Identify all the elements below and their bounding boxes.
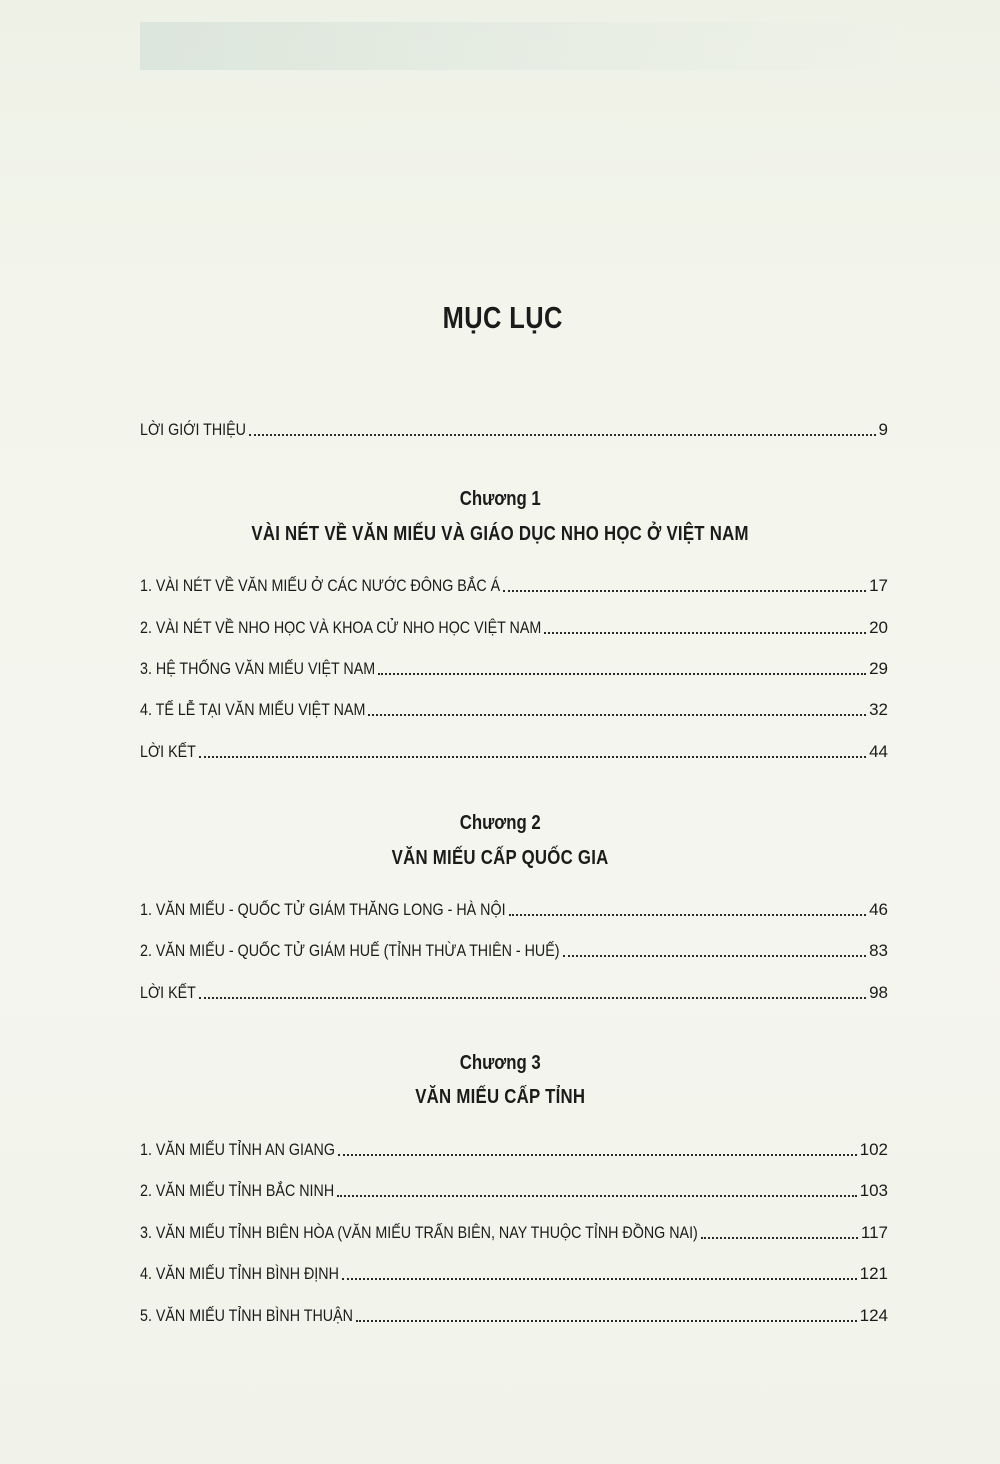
toc-entry-page: 124 <box>859 1306 888 1325</box>
dot-leader <box>342 1277 857 1280</box>
toc-entry-page: 117 <box>860 1223 888 1242</box>
page-header-strip <box>140 22 900 70</box>
toc-entry <box>140 653 888 679</box>
toc-entry-page: 103 <box>859 1181 888 1200</box>
dot-leader <box>503 589 866 592</box>
dot-leader <box>338 1153 857 1156</box>
dot-leader <box>199 755 866 758</box>
toc-entry <box>140 1217 888 1243</box>
toc-entry-label: 2. VĂN MIẾU TỈNH BẮC NINH <box>140 1181 335 1200</box>
dot-leader <box>563 954 867 957</box>
toc-entry-page: 46 <box>869 900 888 919</box>
toc-entry-label: 3. HỆ THỐNG VĂN MIẾU VIỆT NAM <box>140 659 376 678</box>
toc-entry-label: 1. VĂN MIẾU - QUỐC TỬ GIÁM THĂNG LONG - HÀ NỘI <box>140 900 506 919</box>
toc-entry-label: LỜI GIỚI THIỆU <box>140 420 246 439</box>
dot-leader <box>378 672 866 675</box>
toc-entry-page: 44 <box>869 742 888 761</box>
toc-entry-label: 1. VÀI NÉT VỀ VĂN MIẾU Ở CÁC NƯỚC ĐÔNG BẮC Á <box>140 576 501 595</box>
toc-entry-page: 29 <box>869 659 888 678</box>
dot-leader <box>249 433 876 436</box>
toc-entry <box>140 1300 888 1326</box>
toc-entry-page: 32 <box>869 700 888 719</box>
chapter-3-title: VĂN MIẾU CẤP TỈNH <box>414 1086 586 1108</box>
toc-entry <box>140 1175 888 1201</box>
toc-entry <box>140 570 888 596</box>
toc-entry-page: 121 <box>859 1264 888 1283</box>
toc-entry-page: 9 <box>878 420 888 439</box>
toc-entry <box>140 977 888 1003</box>
toc-entry-label: 4. VĂN MIẾU TỈNH BÌNH ĐỊNH <box>140 1264 339 1283</box>
toc-entry-label: LỜI KẾT <box>140 742 196 761</box>
toc-entry <box>140 736 888 762</box>
dot-leader <box>368 713 866 716</box>
toc-entry-label: 2. VĂN MIẾU - QUỐC TỬ GIÁM HUẾ (TỈNH THỪA THIÊN - HUẾ) <box>140 941 560 960</box>
toc-entry <box>140 935 888 961</box>
toc-entry <box>140 1258 888 1284</box>
toc-entry-page: 20 <box>869 618 888 637</box>
dot-leader <box>701 1236 858 1239</box>
toc-entry-label: 3. VĂN MIẾU TỈNH BIÊN HÒA (VĂN MIẾU TRẤN BIÊN, NAY THUỘC TỈNH ĐỒNG NAI) <box>140 1223 698 1242</box>
toc-entry-page: 102 <box>859 1140 888 1159</box>
toc-entry-page: 17 <box>869 576 888 595</box>
toc-entry <box>140 894 888 920</box>
dot-leader <box>509 913 867 916</box>
dot-leader <box>337 1194 856 1197</box>
toc-entry-label: 5. VĂN MIẾU TỈNH BÌNH THUẬN <box>140 1306 353 1325</box>
chapter-2-number: Chương 2 <box>459 812 541 834</box>
toc-entry-intro <box>140 414 888 440</box>
chapter-1-number: Chương 1 <box>459 488 541 510</box>
dot-leader <box>544 631 866 634</box>
chapter-2-title: VĂN MIẾU CẤP QUỐC GIA <box>391 847 609 869</box>
page-title: MỤC LỤC <box>442 300 563 335</box>
toc-entry <box>140 612 888 638</box>
chapter-1-title: VÀI NÉT VỀ VĂN MIẾU VÀ GIÁO DỤC NHO HỌC Ở VIỆT NAM <box>251 523 749 545</box>
dot-leader <box>356 1319 857 1322</box>
chapter-3-number: Chương 3 <box>459 1052 541 1074</box>
toc-entry <box>140 694 888 720</box>
toc-entry-label: 1. VĂN MIẾU TỈNH AN GIANG <box>140 1140 335 1159</box>
toc-entry-page: 98 <box>869 983 888 1002</box>
dot-leader <box>199 996 866 999</box>
toc-entry <box>140 1134 888 1160</box>
toc-entry-label: LỜI KẾT <box>140 983 196 1002</box>
toc-entry-label: 2. VÀI NÉT VỀ NHO HỌC VÀ KHOA CỬ NHO HỌC VIỆT NAM <box>140 618 542 637</box>
toc-entry-label: 4. TẾ LỄ TẠI VĂN MIẾU VIỆT NAM <box>140 700 366 719</box>
toc-entry-page: 83 <box>869 941 888 960</box>
